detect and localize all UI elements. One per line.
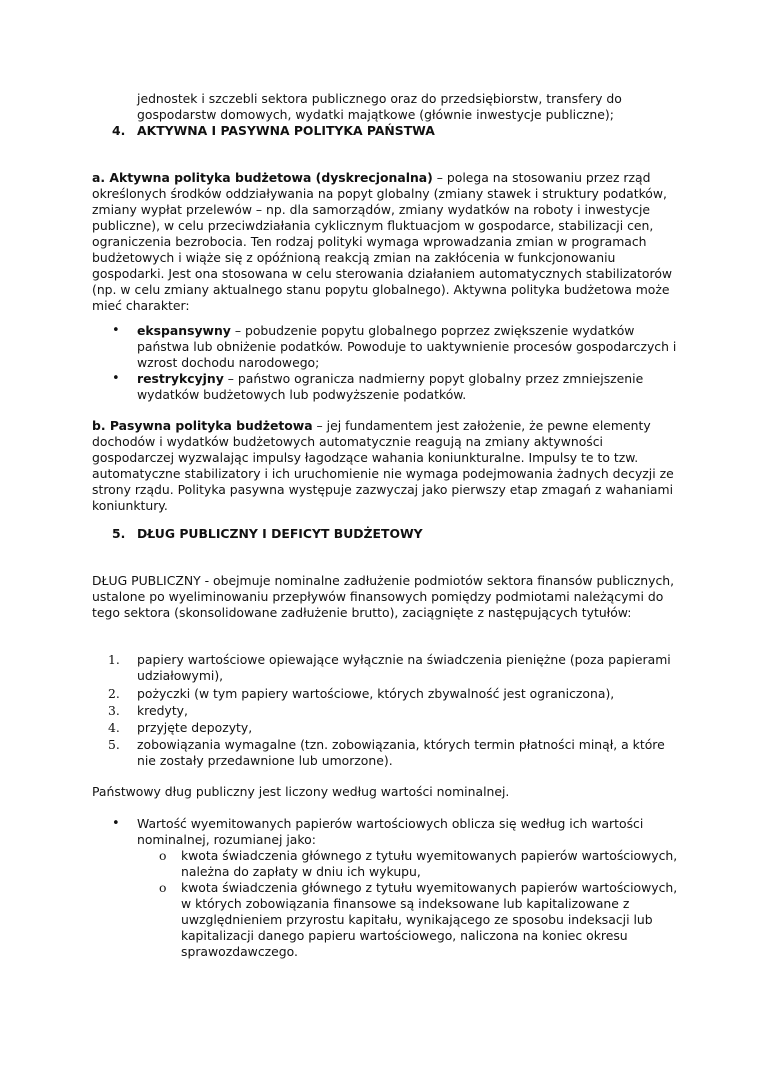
item-text: kredyty, <box>137 703 188 718</box>
item-text: – państwo ogranicza nadmierny popyt globalny przez zmniejszenie wydatków budżetowych lub podwyższenie podatków. <box>137 371 644 402</box>
pasywna-text: – jej fundamentem jest założenie, że pewne elementy dochodów i wydatków budżetowych automatycznie reagują na zmiany aktywności gospodarczej wyzwalając impulsy łagodzące wahania koniunkturalne. Impulsy te to tzw. automatyczne stabilizatory i ich uruchomienie nie wymaga podejmowania żadnych decyzji ze strony rządu. Polityka pasywna występuje zazwyczaj jako pierwszy etap zmagań z wahaniami koniunktury. <box>92 418 674 513</box>
section-4-heading <box>112 123 672 139</box>
item-text: zobowiązania wymagalne (tzn. zobowiązania, których termin płatności minął, a które nie zostały przedawnione lub umorzone). <box>137 737 665 768</box>
item-text: pożyczki (w tym papiery wartościowe, których zbywalność jest ograniczona), <box>137 686 615 701</box>
pasywna-label: b. Pasywna polityka budżetowa <box>92 418 313 433</box>
sub-item-text: kwota świadczenia głównego z tytułu wyemitowanych papierów wartościowych, należna do zapłaty w dniu ich wykupu, <box>181 848 678 879</box>
sub-list-item <box>137 880 682 960</box>
section-title: AKTYWNA I PASYWNA POLITYKA PAŃSTWA <box>137 123 435 138</box>
item-number: 3. <box>108 703 120 718</box>
item-text: przyjęte depozyty, <box>137 720 253 735</box>
wartosc-list <box>92 816 682 848</box>
dlug-definition: DŁUG PUBLICZNY - obejmuje nominalne zadłużenie podmiotów sektora finansów publicznych, ustalone po wyeliminowaniu przepływów finansowych pomiędzy podmiotami należącymi do tego sektora (skonsolidowane zadłużenie brutto), zaciągnięte z następujących tytułów: <box>92 573 675 620</box>
list-item <box>92 703 682 720</box>
aktywna-label: a. Aktywna polityka budżetowa (dyskrecjonalna) <box>92 170 433 185</box>
bullet-icon: • <box>112 371 120 386</box>
wartosc-sublist <box>92 848 682 960</box>
section-5-heading <box>112 526 672 542</box>
aktywna-list <box>92 323 682 403</box>
aktywna-paragraph <box>92 170 682 314</box>
item-text: papiery wartościowe opiewające wyłącznie na świadczenia pieniężne (poza papierami udziałowymi), <box>137 652 671 683</box>
item-term: restrykcyjny <box>137 371 224 386</box>
list-item <box>92 686 682 703</box>
sub-bullet-icon: o <box>159 880 167 895</box>
list-item <box>92 720 682 737</box>
section-number: 4. <box>112 123 126 138</box>
dlug-list <box>92 652 682 769</box>
aktywna-text: – polega na stosowaniu przez rząd określonych środków oddziaływania na popyt globalny (zmiany stawek i struktury podatków, zmiany wypłat przelewów – np. dla samorządów, zmiany wydatków na roboty i inwestycje publiczne), w celu przeciwdziałania cyklicznym fluktuacjom w gospodarce, stabilizacji cen, ograniczenia bezrobocia. Ten rodzaj polityki wymaga wprowadzania zmian w programach budżetowych i wiąże się z opóźnioną reakcją zmian na zakłócenia w funkcjonowaniu gospodarki. Jest ona stosowana w celu sterowania działaniem automatycznych stabilizatorów (np. w celu zmiany aktualnego stanu popytu globalnego). Aktywna polityka budżetowa może mieć charakter: <box>92 170 673 313</box>
sub-item-text: kwota świadczenia głównego z tytułu wyemitowanych papierów wartościowych, w których zobowiązania finansowe są indeksowane lub kapitalizowane z uwzględnieniem przyrostu kapitału, wynikającego ze sposobu indeksacji lub kapitalizacji danego papieru wartościowego, naliczona na koniec okresu sprawozdawczego. <box>181 880 678 959</box>
section-title: DŁUG PUBLICZNY I DEFICYT BUDŻETOWY <box>137 526 423 541</box>
intro-continuation: jednostek i szczebli sektora publicznego oraz do przedsiębiorstw, transfery do gospodarstw domowych, wydatki majątkowe (głównie inwestycje publiczne); <box>137 91 622 122</box>
list-item <box>92 323 682 371</box>
bullet-icon: • <box>112 323 120 338</box>
list-item <box>92 737 682 769</box>
item-number: 4. <box>108 720 120 735</box>
sub-list-item <box>137 848 682 880</box>
list-item <box>92 652 682 686</box>
item-number: 5. <box>108 737 120 752</box>
pasywna-paragraph <box>92 418 682 514</box>
item-term: ekspansywny <box>137 323 231 338</box>
panstwowy-dlug: Państwowy dług publiczny jest liczony według wartości nominalnej. <box>92 784 510 799</box>
section-number: 5. <box>112 526 126 541</box>
item-number: 2. <box>108 686 120 701</box>
sub-bullet-icon: o <box>159 848 167 863</box>
item-number: 1. <box>108 652 120 667</box>
bullet-icon: • <box>112 816 120 831</box>
item-text: – pobudzenie popytu globalnego poprzez zwiększenie wydatków państwa lub obniżenie podatków. Powoduje to uaktywnienie procesów gospodarczych i wzrost dochodu narodowego; <box>137 323 677 370</box>
item-text: Wartość wyemitowanych papierów wartościowych oblicza się według ich wartości nominalnej, rozumianej jako: <box>137 816 644 847</box>
list-item <box>92 816 682 848</box>
list-item <box>92 371 682 403</box>
